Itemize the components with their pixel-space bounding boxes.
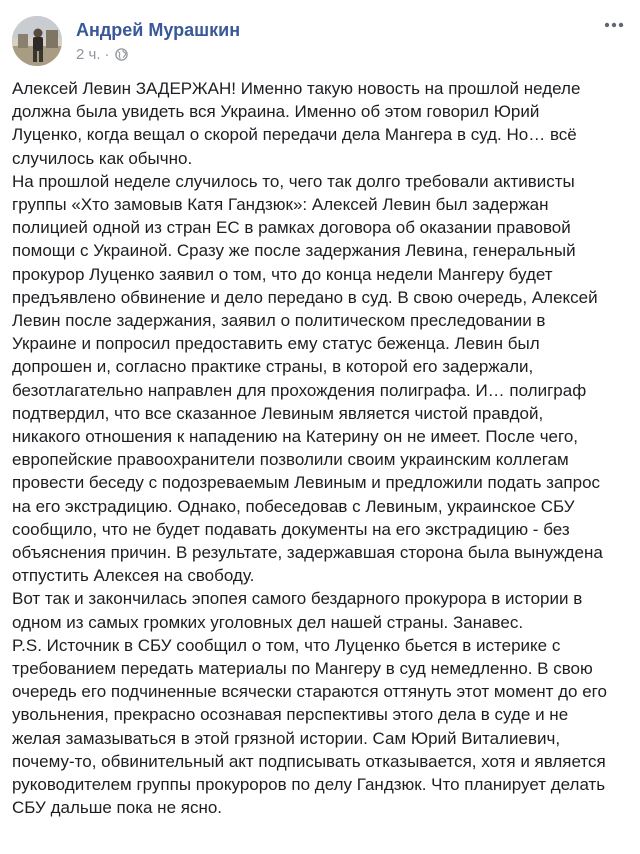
post-text [12,77,632,820]
post-meta [76,46,128,63]
post-paragraph-4: P.S. Источник в СБУ сообщил о том, что Луценко бьется в истерике с требованием передать материалы по Мангеру в суд немедленно. В свою очередь его подчиненные всячески стараются оттянуть этот момент до его увольнения, прекрасно осознавая перспективы этого дела в суде и не желая замазываться в этой грязной истории. Сам Юрий Виталиевич, почему-то, обвинительный акт подписывать отказывается, хотя и является руководителем группы прокуроров по делу Гандзюк. Что планирует делать СБУ дальше пока не ясно. [12,635,607,818]
post-header [0,10,640,70]
author-avatar[interactable] [12,16,62,66]
post-paragraph-2: На прошлой неделе случилось то, чего так долго требовали активисты группы «Хто замовыв Катя Гандзюк»: Алексей Левин был задержан полицией одной из стран ЕС в рамках договора об оказании правовой помощи с Украиной. Сразу же после задержания Левина, генеральный прокурор Луценко заявил о том, что до конца недели Мангеру будет предъявлено обвинение и дело передано в суд. В свою очередь, Алексей Левин после задержания, заявил о политическом преследовании в Украине и попросил предоставить ему статус беженца. Левин был допрошен и, согласно практике страны, в которой его задержали, безотлагательно направлен для прохождения полиграфа. И… полиграф подтвердил, что все сказанное Левиным является чистой правдой, никакого отношения к нападению на Катерину он не имеет. После чего, европейские правоохранители позволили своим украинским коллегам провести беседу с подозреваемым Левиным и предложили подать запрос на его экстрадицию. Однако, побеседовав с Левиным, украинское СБУ сообщило, что не будет подавать документы на его экстрадицию - без объяснения причин. В результате, задержавшая сторона была вынуждена отпустить Алексея на свободу. [12,171,603,586]
author-name-link[interactable]: Андрей Мурашкин [76,20,241,40]
post-paragraph-3: Вот так и закончилась эпопея самого бездарного прокурора в истории в одном из самых громких уголовных дел нашей страны. Занавес. [12,589,583,632]
avatar-photo-icon [12,16,62,66]
meta-separator: · [104,46,110,63]
globe-icon[interactable] [115,48,128,61]
more-horizontal-icon[interactable] [602,16,626,34]
post-paragraph-1: Алексей Левин ЗАДЕРЖАН! Именно такую новость на прошлой неделе должна была увидеть вся Украина. Именно об этом говорил Юрий Луценко, когда вещал о скорой передачи дела Мангера в суд. Но… всё случилось как обычно. [12,79,581,168]
post-timestamp[interactable]: 2 ч. [76,46,101,63]
